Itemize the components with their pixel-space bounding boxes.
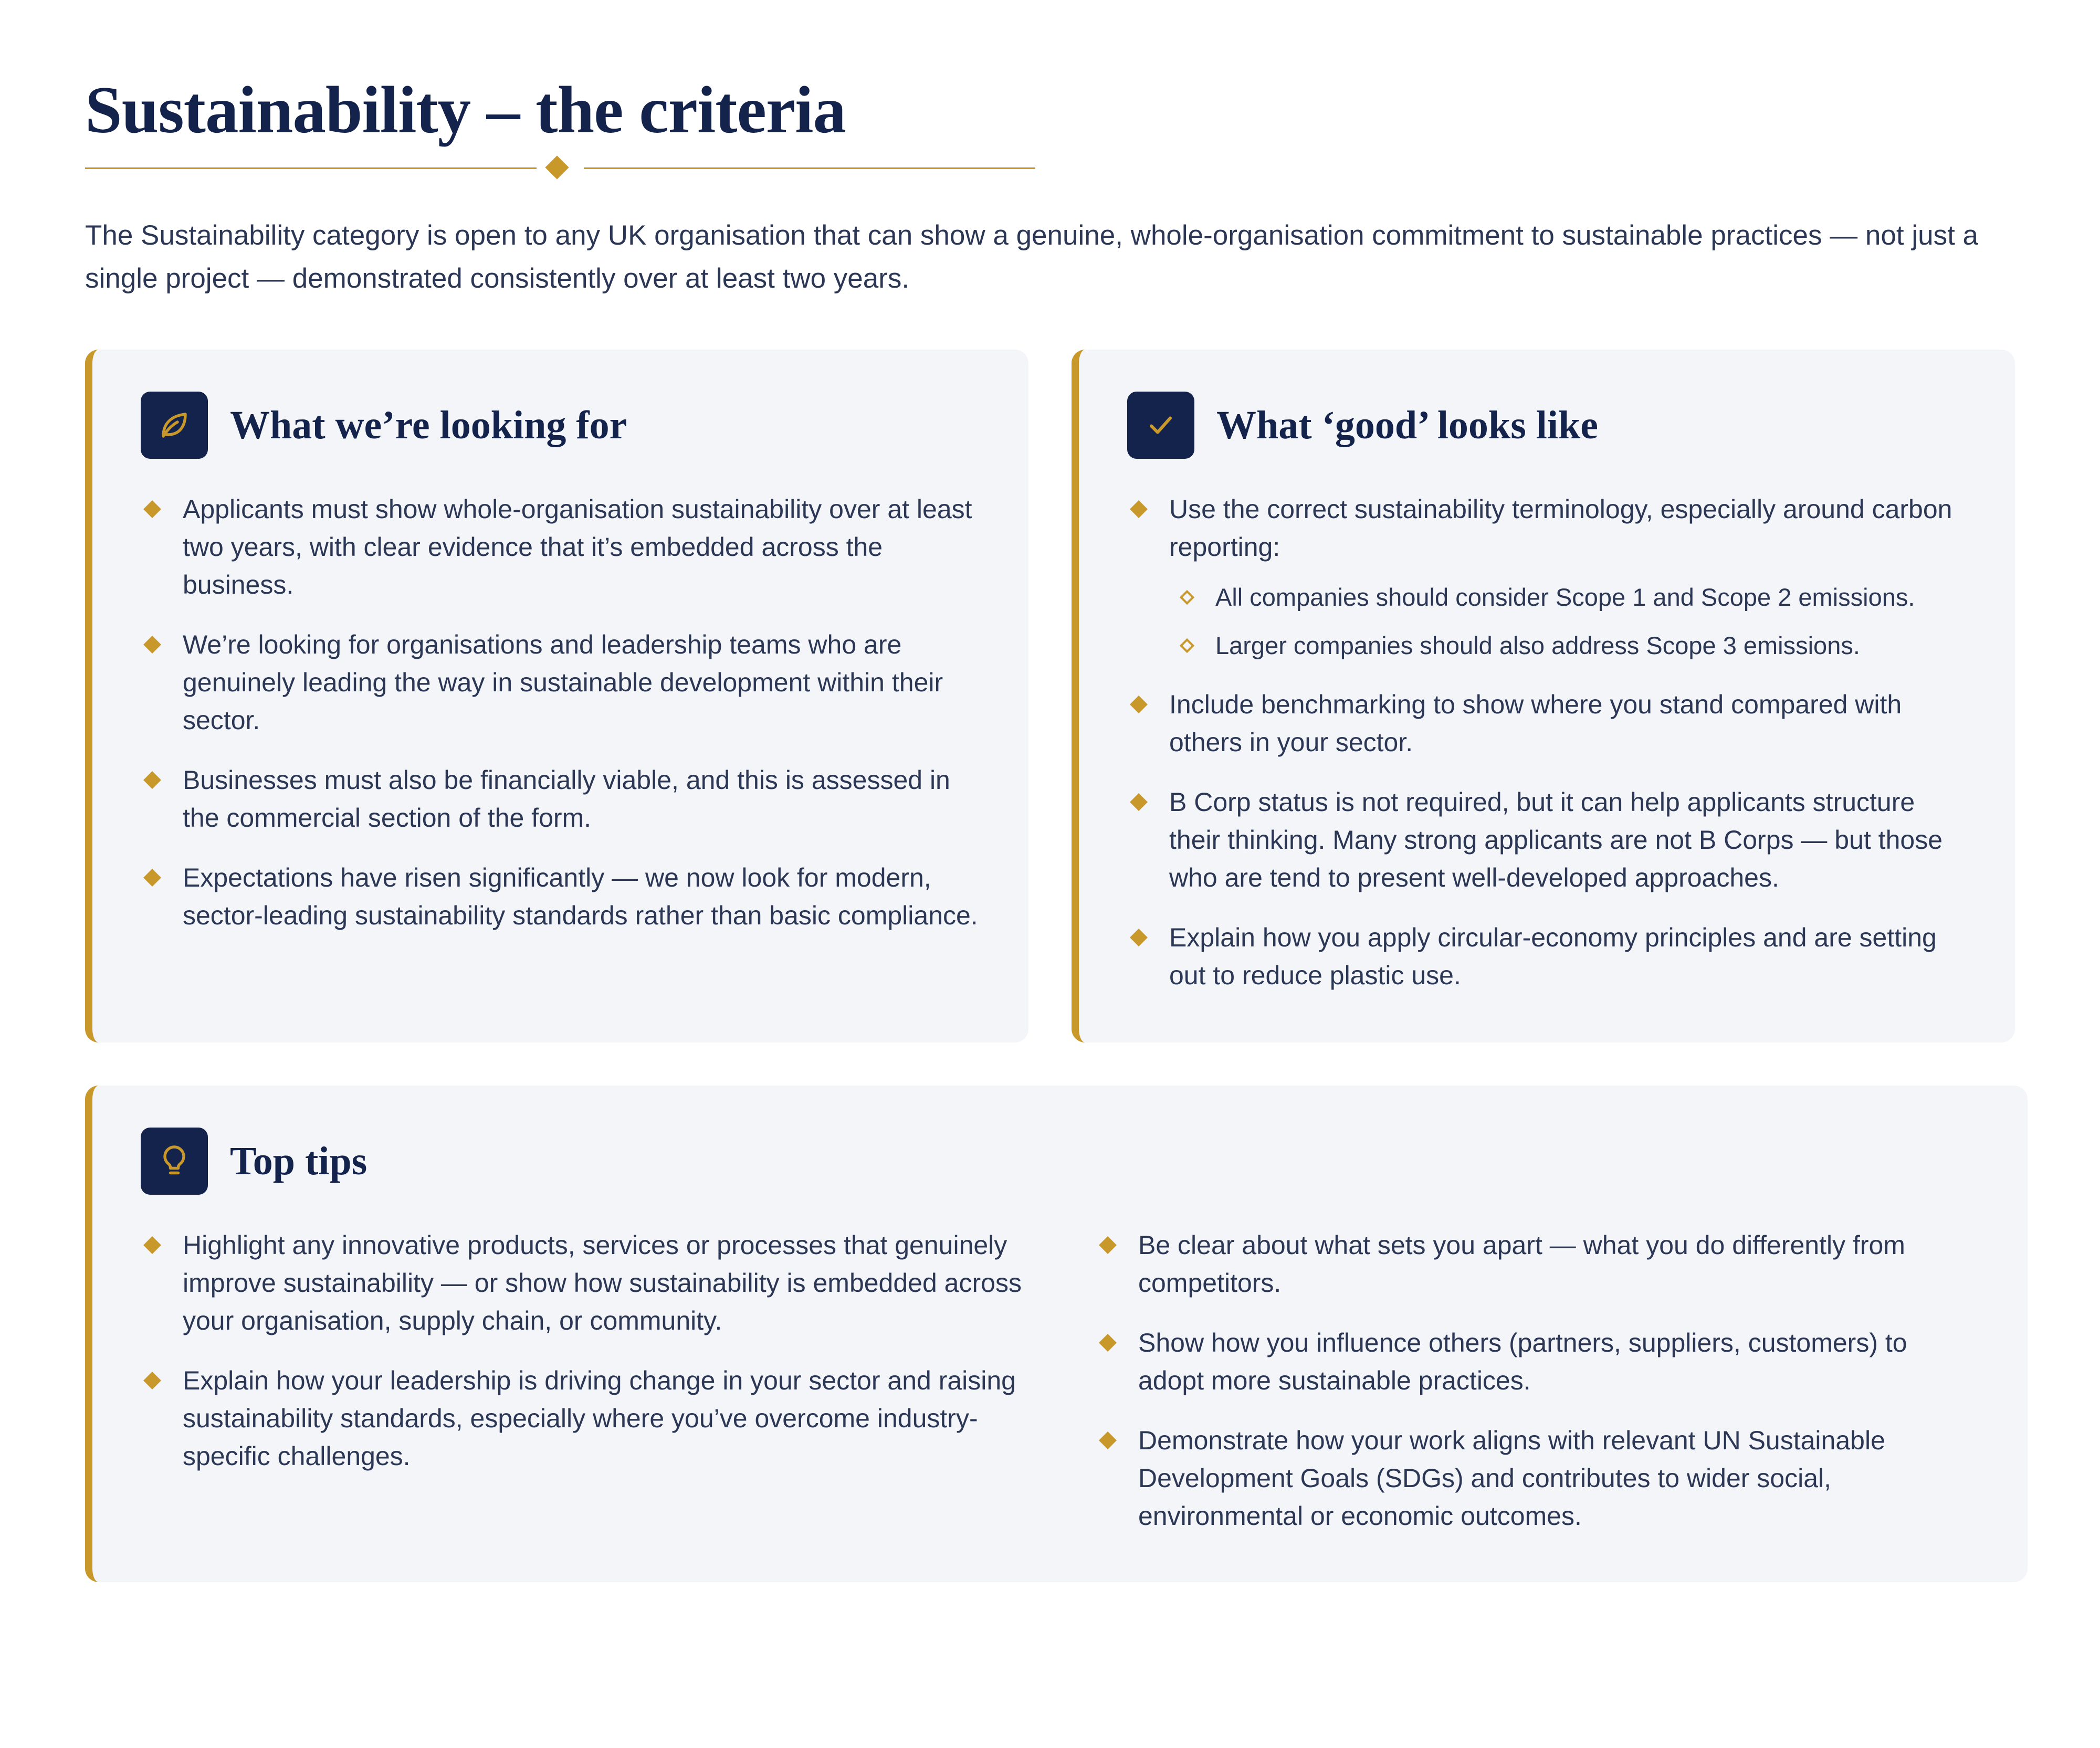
- looking-for-list: [141, 490, 981, 934]
- divider-line-left: [85, 167, 537, 169]
- sub-list-item: Larger companies should also address Scope 3 emissions.: [1169, 628, 1968, 664]
- lightbulb-icon: [141, 1128, 208, 1195]
- tips-columns: [141, 1196, 1980, 1557]
- list-item: Show how you influence others (partners, suppliers, customers) to adopt more sustainable practices.: [1096, 1324, 1947, 1399]
- list-item: Be clear about what sets you apart — what you do differently from competitors.: [1096, 1226, 1947, 1302]
- list-item: Explain how your leadership is driving change in your sector and raising sustainability standards, especially where you’ve overcome industry-specific challenges.: [141, 1362, 1023, 1475]
- sub-list: [1169, 580, 1968, 664]
- card-title: What we’re looking for: [230, 403, 627, 447]
- list-item: Highlight any innovative products, services or processes that genuinely improve sustainability — or show how sustainability is embedded across your organisation, supply chain, or community.: [141, 1226, 1023, 1340]
- diamond-ornament-icon: [545, 155, 569, 179]
- card-title: Top tips: [230, 1139, 368, 1183]
- list-item: We’re looking for organisations and leadership teams who are genuinely leading the way in sustainable development within their sector.: [141, 626, 981, 739]
- card-header: [1127, 391, 1968, 460]
- checkmark-icon: [1127, 392, 1194, 459]
- page-title: Sustainability – the criteria: [85, 73, 846, 147]
- sub-list-item: All companies should consider Scope 1 and Scope 2 emissions.: [1169, 580, 1968, 615]
- card-header: [141, 1126, 1980, 1196]
- list-item: Businesses must also be financially viable, and this is assessed in the commercial section of the form.: [141, 761, 981, 837]
- intro-paragraph: The Sustainability category is open to any UK organisation that can show a genuine, whole-organisation commitment to sustainable practices — not just a single project — demonstrated consistently over at least two years.: [85, 220, 1978, 294]
- list-item: [1127, 490, 1968, 664]
- divider-line-right: [584, 167, 1035, 169]
- list-item-text: Use the correct sustainability terminology, especially around carbon reporting:: [1169, 494, 1952, 562]
- criteria-row: [85, 350, 2015, 1043]
- looking-for-card: [85, 350, 1028, 1043]
- card-title: What ‘good’ looks like: [1216, 403, 1599, 447]
- list-item: B Corp status is not required, but it can help applicants structure their thinking. Many strong applicants are not B Corps — but those who are tend to present well-developed approaches.: [1127, 783, 1968, 897]
- list-item: Explain how you apply circular-economy principles and are setting out to reduce plastic use.: [1127, 919, 1968, 994]
- tips-list-left: [141, 1226, 1023, 1557]
- card-header: [141, 391, 981, 460]
- list-item: Applicants must show whole-organisation sustainability over at least two years, with clear evidence that it’s embedded across the business.: [141, 490, 981, 604]
- list-item: Demonstrate how your work aligns with relevant UN Sustainable Development Goals (SDGs) and contributes to wider social, environmental or economic outcomes.: [1096, 1421, 1947, 1535]
- good-list: [1127, 490, 1968, 994]
- list-item: Expectations have risen significantly — we now look for modern, sector-leading sustainability standards rather than basic compliance.: [141, 859, 981, 934]
- tips-list-right: [1096, 1226, 1947, 1557]
- title-divider: [85, 153, 1035, 183]
- top-tips-card: [85, 1086, 2028, 1582]
- list-item: Include benchmarking to show where you stand compared with others in your sector.: [1127, 686, 1968, 761]
- leaf-icon: [141, 392, 208, 459]
- good-looks-like-card: [1072, 350, 2015, 1043]
